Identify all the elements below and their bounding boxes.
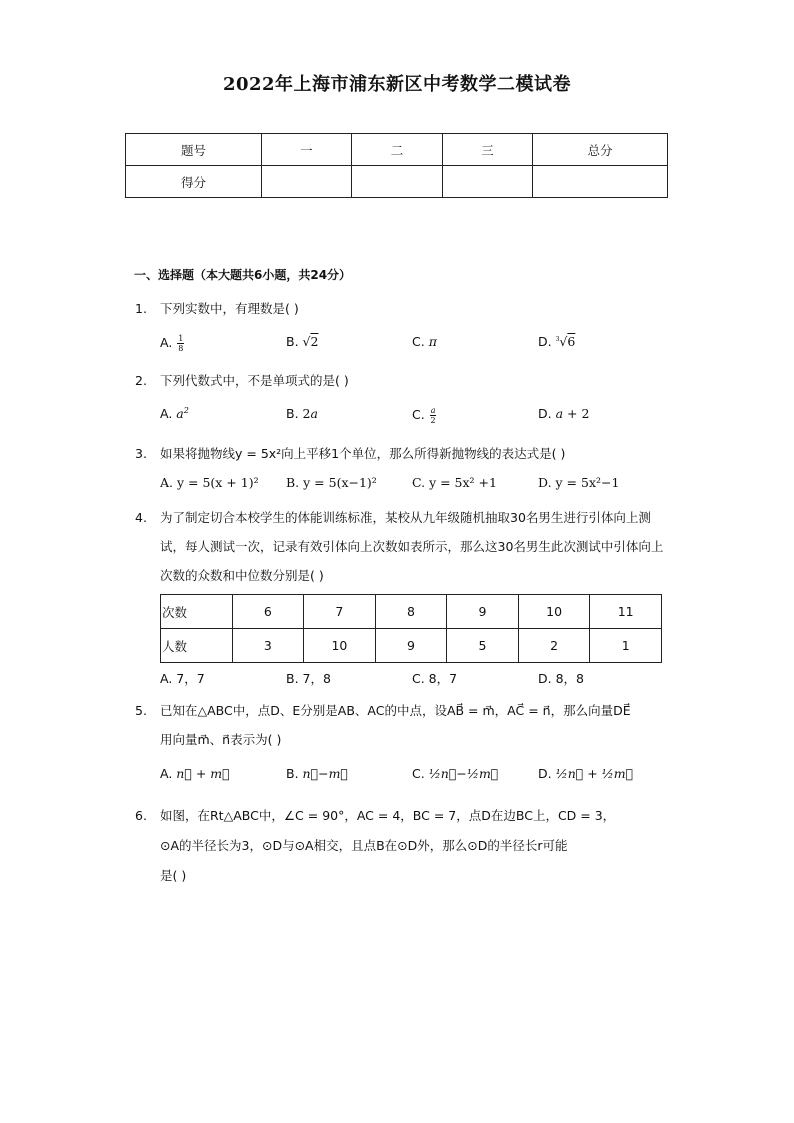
question-2-options	[160, 406, 680, 428]
question-3-options	[160, 475, 680, 497]
table-cell: 9	[375, 629, 447, 663]
table-cell: 9	[447, 595, 519, 629]
table-cell: 11	[590, 595, 662, 629]
math-pi: π	[428, 334, 437, 349]
option-a[interactable]: A. $\frac{1}{8}$	[160, 334, 184, 353]
question-number: 5.	[135, 703, 147, 718]
score-cell	[262, 166, 352, 198]
option-c[interactable]: C. $\frac{a}{2}$	[412, 406, 436, 425]
option-c[interactable]: C. y = 5x² +1	[412, 475, 497, 490]
table-cell: 10	[304, 629, 376, 663]
fraction: $\frac{a}{2}$	[430, 406, 436, 425]
pullup-table	[160, 594, 662, 663]
table-cell: 人数	[161, 629, 233, 663]
score-table-row	[126, 166, 668, 198]
math-cbrt6: $^3$√6	[555, 334, 576, 349]
score-header-cell: 二	[352, 134, 443, 166]
question-4-options	[160, 669, 680, 691]
option-b[interactable]: B. n⃗−m⃗	[286, 766, 348, 781]
score-cell	[352, 166, 443, 198]
option-a[interactable]: A. n⃗ + m⃗	[160, 766, 230, 781]
score-header-cell: 总分	[533, 134, 668, 166]
question-1-options	[160, 334, 680, 356]
page-title: 2022年上海市浦东新区中考数学二模试卷	[222, 74, 572, 95]
question-number: 2.	[135, 373, 147, 388]
option-c[interactable]: C. π	[412, 334, 437, 349]
option-b[interactable]: B. 7，8	[286, 671, 331, 686]
table-cell: 7	[304, 595, 376, 629]
score-table-header-row	[126, 134, 668, 166]
option-d[interactable]: D. ½n⃗ + ½m⃗	[538, 766, 634, 781]
option-d[interactable]: D. y = 5x²−1	[538, 475, 620, 490]
table-cell: 8	[375, 595, 447, 629]
question-stem-line2: ⊙A的半径长为3，⊙D与⊙A相交，且点B在⊙D外，那么⊙D的半径长r可能	[160, 838, 568, 853]
option-b[interactable]: B. √2	[286, 334, 319, 349]
option-c[interactable]: C. ½n⃗−½m⃗	[412, 766, 499, 781]
question-stem: 下列实数中，有理数是( )	[160, 301, 299, 316]
math-sqrt2: √2	[302, 334, 319, 349]
question-stem-line3: 是( )	[160, 868, 187, 883]
question-number: 3.	[135, 446, 147, 461]
option-a[interactable]: A. $a^2$	[160, 406, 189, 422]
option-d[interactable]: D. 8，8	[538, 671, 584, 686]
option-b[interactable]: B. 2a	[286, 406, 318, 421]
score-header-cell: 题号	[126, 134, 262, 166]
option-a[interactable]: A. 7，7	[160, 671, 205, 686]
question-stem-line1: 已知在△ABC中，点D、E分别是AB、AC的中点，设AB⃗ = m⃗，AC⃗ = n⃗，那么向量DE⃗	[160, 703, 631, 718]
question-stem-line1: 如图，在Rt△ABC中，∠C = 90°，AC = 4，BC = 7，点D在边BC上，CD = 3，	[160, 808, 616, 823]
question-number: 1.	[135, 301, 147, 316]
question-number: 4.	[135, 510, 147, 525]
option-d[interactable]: D. $^3$√6	[538, 334, 576, 349]
table-cell: 5	[447, 629, 519, 663]
table-cell: 1	[590, 629, 662, 663]
table-cell: 6	[232, 595, 304, 629]
pullup-table-row	[161, 629, 662, 663]
score-header-cell: 三	[443, 134, 533, 166]
section-heading: 一、选择题（本大题共6小题，共24分）	[134, 268, 352, 282]
score-header-cell: 一	[262, 134, 352, 166]
fraction: $\frac{1}{8}$	[178, 334, 184, 353]
question-stem: 为了制定切合本校学生的体能训练标准，某校从九年级随机抽取30名男生进行引体向上测试，每人测试一次，记录有效引体向上次数如表所示，那么这30名男生此次测试中引体向上次数的众数和中位数分别是( )	[160, 510, 664, 583]
table-cell: 2	[518, 629, 590, 663]
pullup-table-header-row	[161, 595, 662, 629]
option-b[interactable]: B. y = 5(x−1)²	[286, 475, 377, 490]
table-cell: 次数	[161, 595, 233, 629]
question-5-options	[160, 766, 680, 788]
score-cell	[533, 166, 668, 198]
option-d[interactable]: D. a + 2	[538, 406, 590, 421]
option-c[interactable]: C. 8，7	[412, 671, 458, 686]
option-a[interactable]: A. y = 5(x + 1)²	[160, 475, 259, 490]
score-row-label: 得分	[126, 166, 262, 198]
question-stem: 如果将抛物线y = 5x²向上平移1个单位，那么所得新抛物线的表达式是( )	[160, 446, 566, 461]
question-number: 6.	[135, 808, 147, 823]
table-cell: 10	[518, 595, 590, 629]
question-stem: 下列代数式中，不是单项式的是( )	[160, 373, 349, 388]
table-cell: 3	[232, 629, 304, 663]
score-table	[125, 133, 668, 198]
question-stem-line2: 用向量m⃗、n⃗表示为( )	[160, 732, 282, 747]
score-cell	[443, 166, 533, 198]
